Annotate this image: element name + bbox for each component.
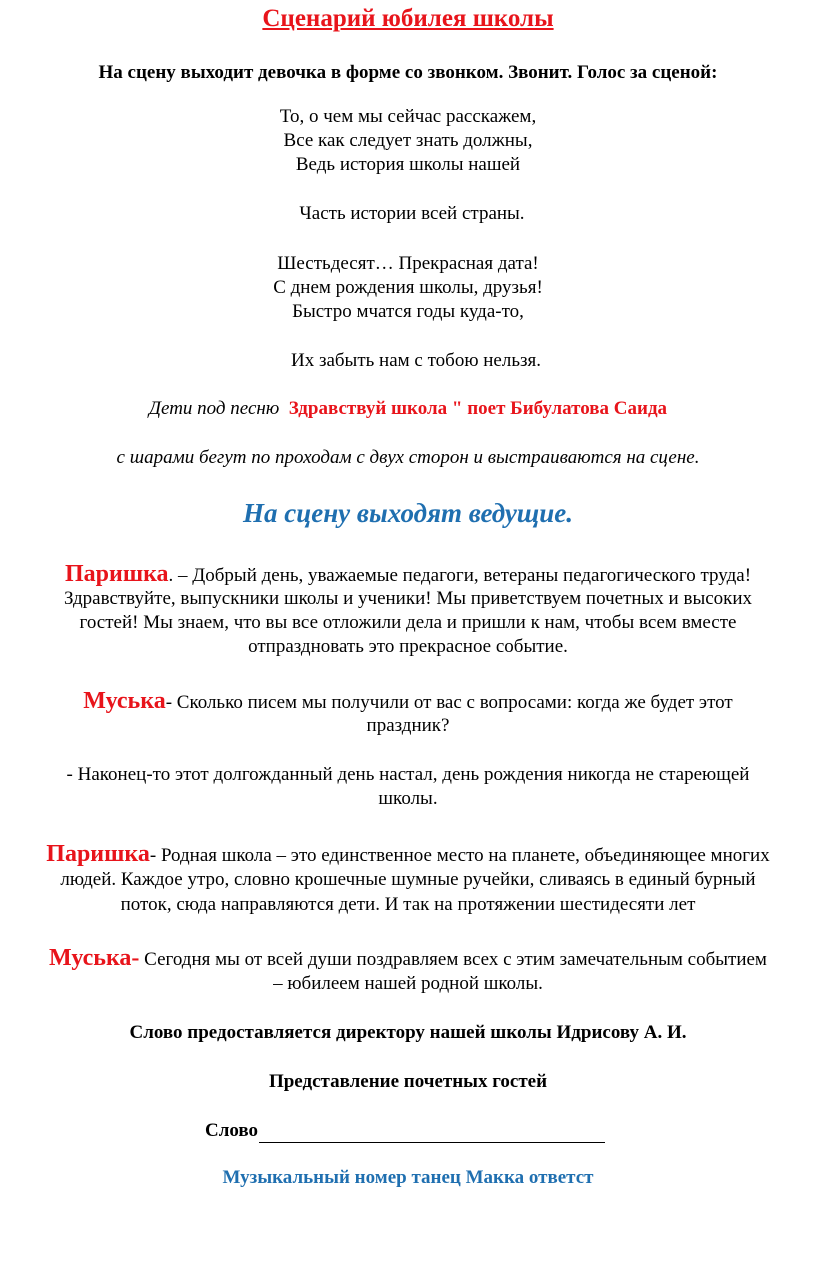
- speaker-name: Паришка: [64, 561, 169, 587]
- dialogue-line: Муська- Сегодня мы от всей души поздравляем всех с этим замечательным событием: [49, 945, 767, 971]
- poem-line: Шестьдесят… Прекрасная дата!: [277, 253, 539, 274]
- dialogue-line: людей. Каждое утро, словно крошечные шумные ручейки, сливаясь в единый бурный: [60, 869, 756, 890]
- dialogue-line: Здравствуйте, выпускники школы и ученики! Мы приветствуем почетных и высоких: [63, 588, 753, 609]
- slovo-line: [205, 1119, 625, 1143]
- hosts-heading: На сцену выходят ведущие.: [242, 498, 574, 528]
- page-title: Сценарий юбилея школы: [262, 5, 554, 32]
- poem-line: Быстро мчатся годы куда-то,: [292, 301, 524, 322]
- dialogue-line: Паришка- Родная школа – это единственное место на планете, объединяющее многих: [46, 841, 770, 867]
- dialogue-line: Паришка. – Добрый день, уважаемые педагоги, ветераны педагогического труда!: [64, 561, 752, 587]
- poem-line: Часть истории всей страны.: [299, 203, 525, 224]
- dialogue-line: школы.: [378, 788, 438, 809]
- guests-presentation: Представление почетных гостей: [268, 1071, 548, 1092]
- dialogue-line: - Наконец-то этот долгожданный день настал, день рождения никогда не стареющей: [66, 764, 750, 785]
- dialogue-line: Муська- Сколько писем мы получили от вас с вопросами: когда же будет этот: [83, 688, 733, 714]
- stage-direction-2: с шарами бегут по проходам с двух сторон и выстраиваются на сцене.: [116, 447, 700, 468]
- stage-direction: [0, 397, 816, 421]
- stage-direction-prefix: Дети под песню: [148, 398, 280, 419]
- dialogue-line: поток, сюда направляются дети. И так на протяжении шестидесяти лет: [120, 894, 696, 915]
- dialogue-line: гостей! Мы знаем, что вы все отложили дела и пришли к нам, чтобы всем вместе: [79, 612, 737, 633]
- slovo-label: Слово: [205, 1120, 259, 1141]
- speaker-name: Муська-: [49, 945, 140, 971]
- dialogue-line: отпраздновать это прекрасное событие.: [248, 636, 568, 657]
- music-number: Музыкальный номер танец Макка ответст: [222, 1167, 594, 1188]
- poem-line: То, о чем мы сейчас расскажем,: [279, 106, 537, 127]
- blank-underline: [259, 1123, 605, 1143]
- poem-line: Все как следует знать должны,: [283, 130, 533, 151]
- speaker-name: Паришка: [46, 841, 150, 867]
- dialogue-line: праздник?: [366, 715, 450, 736]
- song-title: Здравствуй школа " поет Бибулатова Саида: [288, 398, 668, 419]
- poem-line: Ведь история школы нашей: [295, 154, 521, 175]
- speaker-name: Муська: [83, 688, 166, 714]
- poem-line: С днем рождения школы, друзья!: [273, 277, 543, 298]
- dialogue-line: – юбилеем нашей родной школы.: [273, 973, 543, 994]
- poem-line: Их забыть нам с тобою нельзя.: [290, 350, 542, 371]
- director-word: Слово предоставляется директору нашей школы Идрисову А. И.: [129, 1022, 687, 1043]
- intro-direction: На сцену выходит девочка в форме со звонком. Звонит. Голос за сценой:: [98, 62, 718, 83]
